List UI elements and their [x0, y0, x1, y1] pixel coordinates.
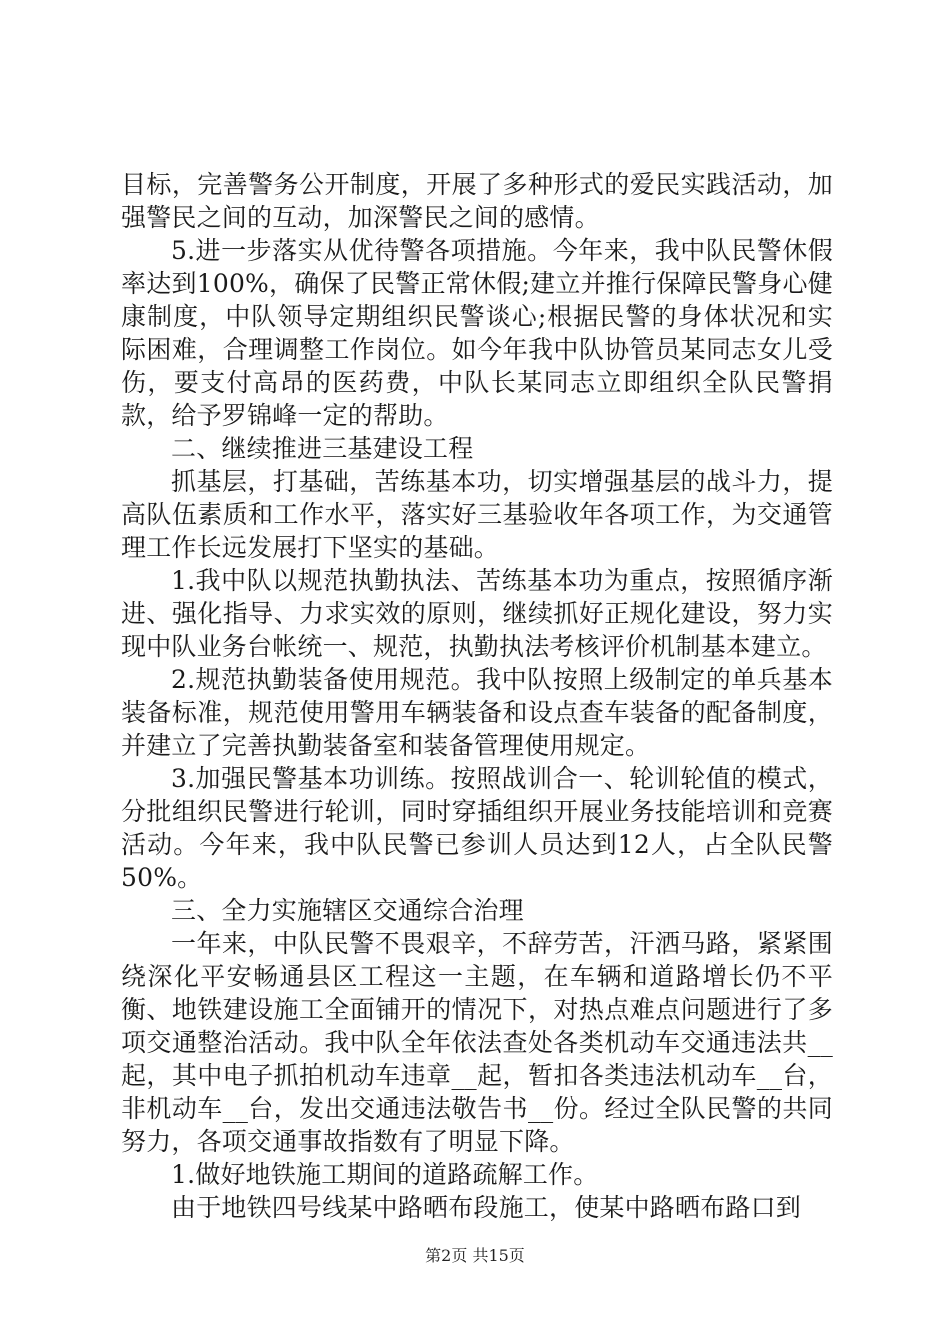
paragraph-11: 由于地铁四号线某中路晒布段施工，使某中路晒布路口到 — [171, 1193, 802, 1222]
document-body — [121, 168, 833, 1224]
subheading-1: 1.做好地铁施工期间的道路疏解工作。 — [171, 1160, 599, 1189]
section-heading-3: 三、全力实施辖区交通综合治理 — [171, 896, 524, 925]
paragraph-5: 1.我中队以规范执勤执法、苦练基本功为重点，按照循序渐进、强化指导、力求实效的原则，继续抓好正规化建设，努力实现中队业务台帐统一、规范，执勤执法考核评价机制基本建立。 — [121, 566, 833, 661]
paragraph-2: 5.进一步落实从优待警各项措施。今年来，我中队民警休假率达到100%，确保了民警正常休假;建立并推行保障民警身心健康制度，中队领导定期组织民警谈心;根据民警的身体状况和实际困难，合理调整工作岗位。如今年我中队协管员某同志女儿受伤，要支付高昂的医药费，中队长某同志立即组织全队民警捐款，给予罗锦峰一定的帮助。 — [121, 236, 833, 430]
paragraph-4: 抓基层，打基础，苦练基本功，切实增强基层的战斗力，提高队伍素质和工作水平，落实好三基验收年各项工作，为交通管理工作长远发展打下坚实的基础。 — [121, 467, 833, 562]
paragraph-6: 2.规范执勤装备使用规范。我中队按照上级制定的单兵基本装备标准，规范使用警用车辆装备和设点查车装备的配备制度，并建立了完善执勤装备室和装备管理使用规定。 — [121, 665, 833, 760]
paragraph-9: 一年来，中队民警不畏艰辛，不辞劳苦，汗洒马路，紧紧围绕深化平安畅通县区工程这一主题，在车辆和道路增长仍不平衡、地铁建设施工全面铺开的情况下，对热点难点问题进行了多项交通整治活动。我中队全年依法查处各类机动车交通违法共__起，其中电子抓拍机动车违章__起，暂扣各类违法机动车__台，非机动车__台，发出交通违法敬告书__份。经过全队民警的共同努力，各项交通事故指数有了明显下降。 — [121, 929, 833, 1156]
paragraph-1: 目标，完善警务公开制度，开展了多种形式的爱民实践活动，加强警民之间的互动，加深警民之间的感情。 — [121, 170, 833, 232]
paragraph-7: 3.加强民警基本功训练。按照战训合一、轮训轮值的模式，分批组织民警进行轮训，同时穿插组织开展业务技能培训和竞赛活动。今年来，我中队民警已参训人员达到12人，占全队民警50%。 — [121, 764, 833, 892]
page-number-footer: 第2页 共15页 — [425, 1246, 525, 1265]
section-heading-2: 二、继续推进三基建设工程 — [171, 434, 474, 463]
